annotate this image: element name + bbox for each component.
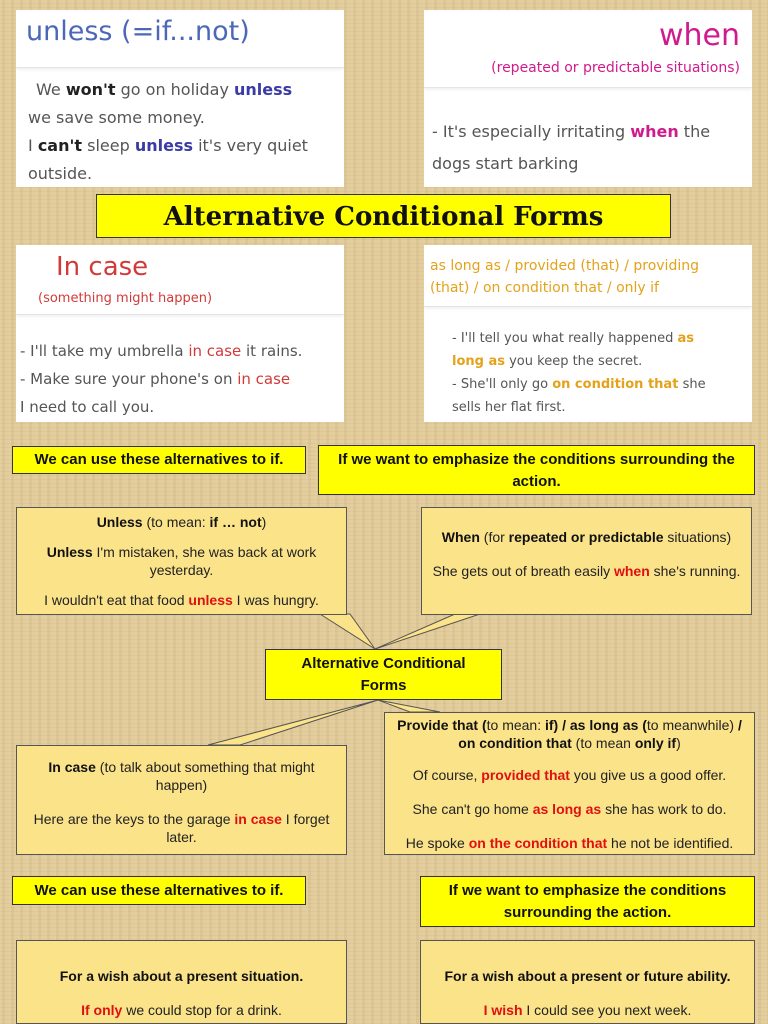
incase-card-line: - I'll take my umbrella in case it rains. [20,342,303,360]
aslongas-card-line: - She'll only go on condition that she [452,377,706,392]
unless-note-heading: Unless (to mean: if … not) [96,514,267,530]
unless-card-line: outside. [28,164,93,183]
emphasize-label-2: If we want to emphasize the conditions surrounding the action. [420,876,755,927]
when-note [421,507,752,615]
wish-present-heading: For a wish about a present situation. [59,968,304,984]
incase-card-line: I need to call you. [20,398,155,416]
incase-card-title: In case [56,252,149,282]
aslongas-card-title: (that) / on condition that / only if [430,280,659,296]
aslongas-card-line: long as you keep the secret. [452,354,643,369]
aslongas-card-title: as long as / provided (that) / providing [430,258,699,274]
provide-note [384,712,755,855]
provide-note-heading: Provide that (to mean: if) / as long as (to meanwhile) / on condition that (to mean only if) [397,717,742,751]
wish-future-note [420,940,755,1024]
center-topic-label: Alternative Conditional Forms [265,649,502,700]
when-card-line: - It's especially irritating when the [432,122,711,141]
unless-card-line: We won't go on holiday unless [36,80,293,99]
provide-note-example: She can't go home as long as she has work to do. [412,801,727,817]
when-note-heading: When (for repeated or predictable situations) [441,529,732,545]
alternatives-label-2: We can use these alternatives to if. [12,876,306,905]
aslongas-card-line: sells her flat first. [452,400,566,415]
emphasize-label: If we want to emphasize the conditions surrounding the action. [318,445,755,495]
unless-note-example: Unless I'm mistaken, she was back at work yesterday. [46,544,317,578]
unless-card-line: I can't sleep unless it's very quiet [28,136,308,155]
unless-note [16,507,347,615]
alternatives-label: We can use these alternatives to if. [12,446,306,474]
when-note-example: She gets out of breath easily when she's running. [432,563,741,579]
incase-note-example: Here are the keys to the garage in case I forget later. [33,811,330,845]
unless-callout-tail [320,614,375,649]
incase-note-heading: In case (to talk about something that might happen) [48,759,315,793]
when-card-line: dogs start barking [432,154,579,173]
provide-note-example: Of course, provided that you give us a good offer. [412,767,727,783]
wish-present-note [16,940,347,1024]
page-title: Alternative Conditional Forms [163,202,604,232]
incase-note [16,745,347,855]
unless-card-line: we save some money. [28,108,205,127]
when-callout-tail [375,614,480,649]
incase-card-line: - Make sure your phone's on in case [20,370,291,388]
wish-future-example: I wish I could see you next week. [483,1002,692,1018]
incase-card-subtitle: (something might happen) [38,291,213,306]
wish-present-example: If only we could stop for a drink. [81,1002,282,1018]
unless-note-example: I wouldn't eat that food unless I was hungry. [44,592,319,608]
provide-note-example: He spoke on the condition that he not be identified. [405,835,734,851]
when-card-title: when [658,18,740,53]
incase-callout-tail [208,700,378,745]
provide-callout-tail [378,700,440,712]
unless-card-title: unless (=if...not) [26,16,250,47]
when-card-subtitle: (repeated or predictable situations) [491,60,740,76]
aslongas-card-line: - I'll tell you what really happened as [452,331,695,346]
wish-future-heading: For a wish about a present or future ability. [444,968,731,984]
